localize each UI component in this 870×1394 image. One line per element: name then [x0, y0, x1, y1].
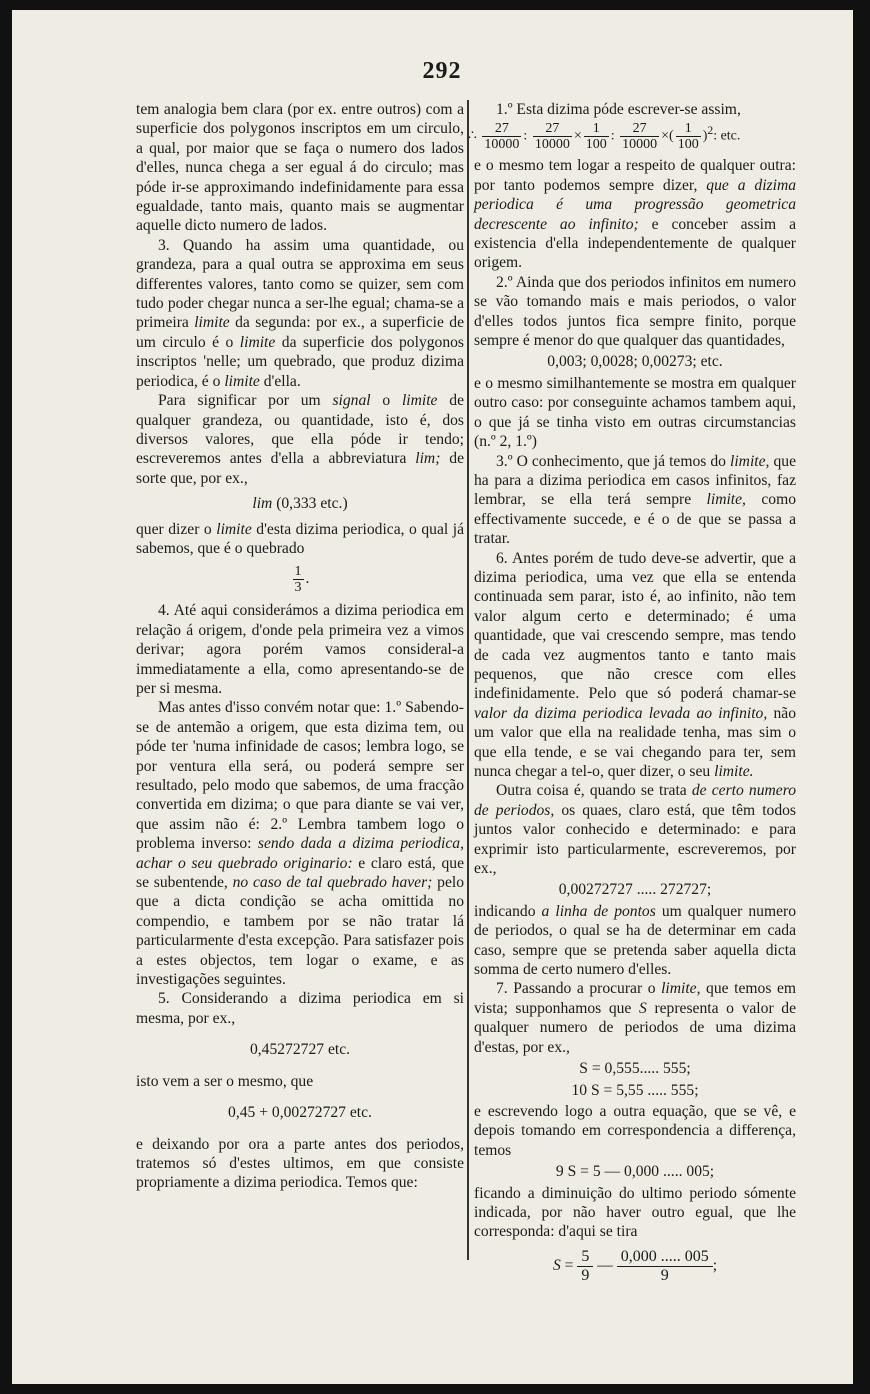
formula-lim: lim (0,333 etc.)	[252, 495, 348, 513]
paragraph: Mas antes d'isso convém notar que: 1.º Sabendo-se de antemão a origem, que esta dizima tem, ou póde ter 'numa infinidade de casos; lembra logo, se por ventura ella será, ou poderá sempre ser resultado, pelo modo que sabemos, de uma fracção convertida em dizima; o que para diante se vai ver, que assim não é: 2.º Lembra tambem logo o problema inverso: sendo dada a dizima periodica, achar o seu quebrado originario: e claro está, que se subentende, no caso de tal quebrado haver; pelo que a dicta condição se acha omittida no compendio, e tambem por se não tratar lá particularmente d'esta excepção. Para satisfazer pois a estes objectos, tem logar o exame, e as investigações seguintes.	[136, 699, 465, 989]
formula-final: S = $\frac{5}{9}$ — $\frac{0,000 ..... 005}{9}$ ;	[552, 1247, 718, 1284]
formula-one-third: $\frac{1}{3}$ .	[294, 564, 310, 596]
paragraph-7: 7. Passando a procurar o limite, que temos em vista; supponhamos que S representa o valor de qualquer numero de periodos de uma dizima d'estas, por ex.,	[474, 980, 796, 1056]
paragraph-6: 6. Antes porém de tudo deve-se advertir, que a dizima periodica, uma vez que ella se entenda continuada sem parar, isto é, ao infinito, não tem valor algum certo e determinado; é uma quantidade, que vai crescendo sempre, mas tendo de cada vez augmentos tanto e tanto mais pequenos, que não cresce com elles indefinidamente. Pelo que só poderá chamar-se valor da dizima periodica levada ao infinito, não um valor que ella na realidade tenha, mas sim o que ella tende, e se vai chegando para ter, sem nunca chegar a tel-o, quer dizer, o seu limite.	[474, 549, 796, 780]
formula-sum: 0,45 + 0,00272727 etc.	[228, 1104, 372, 1122]
book-page	[12, 10, 858, 1384]
paragraph: quer dizer o limite d'esta dizima periodica, o qual já sabemos, que é o quebrado	[136, 520, 464, 557]
paragraph-5: 5. Considerando a dizima periodica em si mesma, por ex.,	[136, 990, 464, 1027]
right-column	[468, 100, 797, 1291]
formula-10S: 10 S = 5,55 ..... 555;	[571, 1081, 699, 1099]
column-divider	[467, 100, 469, 1260]
paragraph: e o mesmo tem logar a respeito de qualquer outra: por tanto podemos sempre dizer, que a dizima periodica é uma progressão geometrica decrescente ao infinito; e conceber assim a existencia d'ella independentemente de qualquer origem.	[474, 157, 796, 272]
page-number: 292	[422, 58, 462, 84]
paragraph: isto vem a ser o mesmo, que	[136, 1072, 314, 1090]
paragraph: e o mesmo similhantemente se mostra em qualquer outro caso: por conseguinte achamos tambem aqui, o que já se tinha visto em outras circumstancias (n.º 2, 1.º)	[474, 374, 796, 451]
formula-values: 0,003; 0,0028; 0,00273; etc.	[547, 353, 723, 371]
paragraph: tem analogia bem clara (por ex. entre outros) com a superficie dos polygonos inscriptos em um circulo, a qual, por maior que se faça o numero dos lados d'elles, nunca chega a ser egual á do circulo; mas póde ir-se approximando indefinidamente para essa egualdade, tanto mais, quanto mais se augmentar aquelle dicto numero de lados.	[136, 101, 464, 235]
formula-dizima: 0,45272727 etc.	[249, 1041, 351, 1059]
paragraph-3: 3. Quando ha assim uma quantidade, ou grandeza, para a qual outra se approxima em seus differentes valores, tanto como se quizer, sem com tudo poder chegar nunca a ser-lhe egual; chama-se a primeira limite da segunda: por ex., a superficie de um circulo é o limite da superficie dos polygonos inscriptos 'nelle; um quebrado, que produz dizima periodica, é o limite d'ella.	[136, 236, 465, 390]
paragraph: 3.º O conhecimento, que já temos do limite, que ha para a dizima periodica em casos infinitos, faz lembrar, se ella terá sempre limite, como effectivamente succede, e é o de que se passa a tratar.	[474, 452, 796, 548]
left-column	[136, 100, 464, 1193]
page-edge	[853, 10, 858, 1384]
paragraph: e deixando por ora a parte antes dos periodos, tratemos só d'estes ultimos, em que consiste propriamente a dizima periodica. Temos que:	[136, 1135, 464, 1192]
paragraph: Outra coisa é, quando se trata de certo numero de periodos, os quaes, claro está, que têm todos juntos valor conhecido e determinado: e para exprimir isto particularmente, escreveremos, por ex.,	[474, 782, 796, 878]
formula-9S: 9 S = 5 — 0,000 ..... 005;	[555, 1163, 715, 1181]
paragraph: Para significar por um signal o limite de qualquer grandeza, ou quantidade, isto é, dos diversos valores, que ella póde ir tendo; escreveremos antes d'ella a abbreviatura lim; de sorte que, por ex.,	[136, 392, 464, 487]
formula-S: S = 0,555..... 555;	[579, 1060, 691, 1078]
paragraph-4: 4. Até aqui considerámos a dizima periodica em relação á origem, d'onde pela primeira vez a vimos derivar; agora porém vamos consideral-a immediatamente a ella, como apresentando-se de per si mesma.	[136, 602, 464, 697]
paragraph: e escrevendo logo a outra equação, que se vê, e depois tomando em correspondencia a differença, temos	[474, 1102, 796, 1159]
paragraph: 2.º Ainda que dos periodos infinitos em numero se vão tomando mais e mais periodos, o valor d'elles todos juntos fica sempre finito, porque sempre é menor do que qualquer das quantidades,	[474, 273, 796, 350]
paragraph: 1.º Esta dizima póde escrever-se assim,	[496, 101, 741, 118]
formula-periods: 0,00272727 ..... 272727;	[558, 881, 712, 899]
paragraph: indicando a linha de pontos um qualquer numero de periodos, o qual se ha de determinar em cada caso, sempre que se pretenda saber aquella dicta somma de certo numero d'elles.	[474, 902, 797, 979]
paragraph: ficando a diminuição do ultimo periodo sómente indicada, por não haver outro egual, que lhe corresponda: d'aqui se tira	[474, 1184, 796, 1241]
formula-progression: ∴ $\frac{27}{10000}$ : $\frac{27}{10000}$ × $\frac{1}{100}$ : $\frac{27}{10000}$ ×( $\frac{1}{100}$ )$^2$: etc.	[468, 121, 741, 153]
